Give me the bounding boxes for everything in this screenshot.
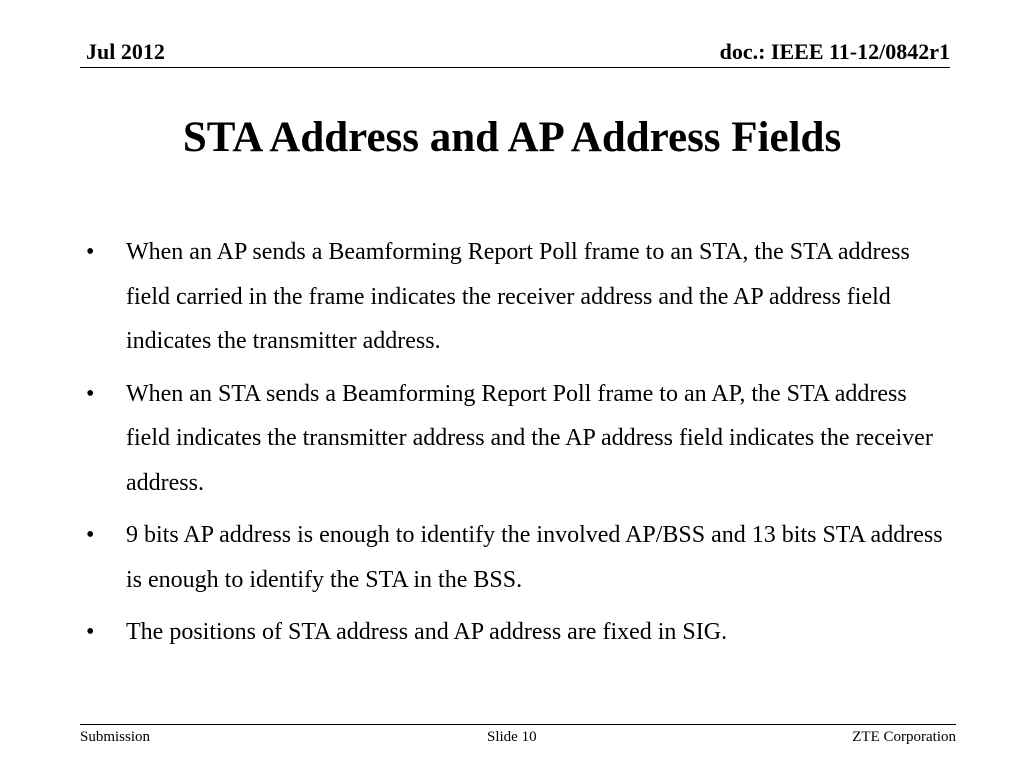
bullet-marker: • bbox=[86, 239, 95, 265]
bullet-text: 9 bits AP address is enough to identify the involved AP/BSS and 13 bits STA address is enough to identify the STA in the BSS. bbox=[126, 522, 943, 593]
header-doc-id: doc.: IEEE 11-12/0842r1 bbox=[719, 39, 950, 64]
header-date: Jul 2012 bbox=[86, 39, 165, 64]
bullet-item-2 bbox=[84, 372, 944, 506]
bullet-item-4 bbox=[84, 610, 944, 655]
footer-organization: ZTE Corporation bbox=[852, 729, 956, 745]
bullet-text: The positions of STA address and AP address are fixed in SIG. bbox=[126, 619, 728, 645]
bullet-text: When an STA sends a Beamforming Report Poll frame to an AP, the STA address field indicates the transmitter address and the AP address field indicates the receiver address. bbox=[126, 380, 933, 496]
bullet-marker: • bbox=[86, 522, 95, 548]
bullet-marker: • bbox=[86, 380, 95, 407]
footer-divider bbox=[80, 724, 956, 725]
bullet-item-1 bbox=[84, 230, 944, 364]
header-divider bbox=[80, 67, 950, 68]
slide-title: STA Address and AP Address Fields bbox=[182, 114, 842, 161]
bullet-marker: • bbox=[86, 619, 95, 645]
bullet-list bbox=[84, 230, 944, 663]
bullet-text: When an AP sends a Beamforming Report Poll frame to an STA, the STA address field carried in the frame indicates the receiver address and the AP address field indicates the transmitter address. bbox=[126, 239, 910, 354]
footer-submission: Submission bbox=[80, 729, 151, 745]
footer-slide-number: Slide 10 bbox=[487, 729, 537, 745]
bullet-item-3 bbox=[84, 513, 944, 602]
